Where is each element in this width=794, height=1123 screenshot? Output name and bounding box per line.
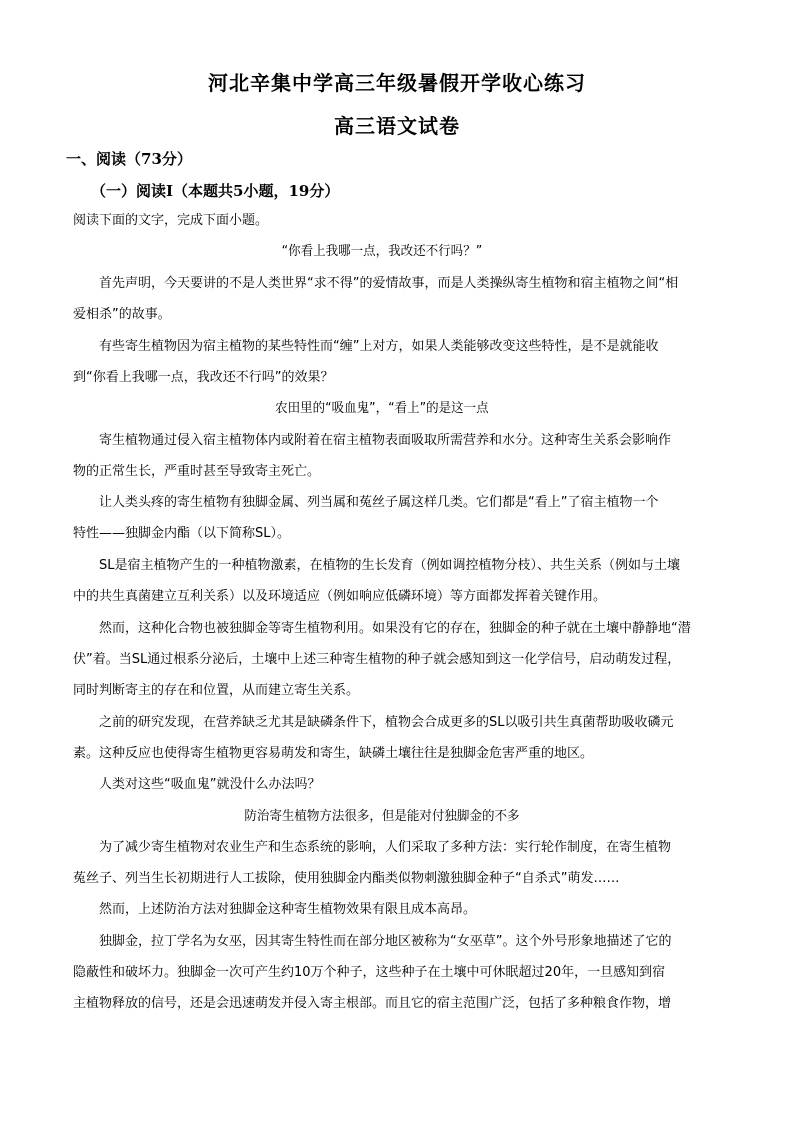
article-line: 有些寄生植物因为宿主植物的某些特性而“缠”上对方，如果人类能够改变这些特性，是不是就能收	[99, 339, 659, 354]
article-line: 让人类头疼的寄生植物有独脚金属、列当属和菟丝子属这样几类。它们都是“看上”了宿主植物一个	[99, 495, 659, 510]
article-title: “你看上我哪一点，我改还不行吗？”	[281, 244, 483, 259]
article-line: 同时判断寄主的存在和位置，从而建立寄生关系。	[73, 683, 360, 698]
article-line: 首先声明，今天要讲的不是人类世界“求不得”的爱情故事，而是人类操纵寄生植物和宿主植物之间“相	[99, 276, 679, 291]
section-subheading: （一）阅读Ⅰ（本题共5小题，19分）	[91, 182, 340, 200]
article-line: 中的共生真菌建立互利关系）以及环境适应（例如响应低磷环境）等方面都发挥着关键作用。	[73, 589, 607, 604]
article-line: 菟丝子、列当生长初期进行人工拔除，使用独脚金内酯类似物刺激独脚金种子“自杀式”萌发……	[73, 871, 620, 886]
article-line: 素。这种反应也使得寄生植物更容易萌发和寄生，缺磷土壤往往是独脚金危害严重的地区。	[73, 746, 594, 761]
article-line: 为了减少寄生植物对农业生产和生态系统的影响，人们采取了多种方法：实行轮作制度，在寄生植物	[99, 840, 672, 855]
article-line: 爱相杀”的故事。	[73, 307, 171, 322]
article-line: 主植物释放的信号，还是会迅速萌发并侵入寄主根部。而且它的宿主范围广泛，包括了多种粮食作物，增	[73, 996, 672, 1011]
article-line: 独脚金，拉丁学名为女巫，因其寄生特性而在部分地区被称为“女巫草”。这个外号形象地描述了它的	[99, 934, 672, 949]
article-line: 然而，这种化合物也被独脚金等寄生植物利用。如果没有它的存在，独脚金的种子就在土壤中静静地“潜	[99, 621, 691, 636]
exam-subtitle: 高三语文试卷	[334, 114, 460, 138]
article-subtitle: 防治寄生植物方法很多，但是能对付独脚金的不多	[244, 809, 520, 824]
exam-title: 河北辛集中学高三年级暑假开学收心练习	[208, 71, 586, 95]
article-line: 人类对这些“吸血鬼”就没什么办法吗？	[99, 777, 321, 792]
instruction-text: 阅读下面的文字，完成下面小题。	[73, 213, 269, 228]
article-line: 伏”着。当SL通过根系分泌后，土壤中上述三种寄生植物的种子就会感知到这一化学信号，启动萌发过程，	[73, 652, 681, 667]
article-line: SL是宿主植物产生的一种植物激素，在植物的生长发育（例如调控植物分枝）、共生关系（例如与土壤	[99, 558, 680, 573]
article-line: 到“你看上我哪一点，我改还不行吗”的效果？	[73, 370, 334, 385]
article-line: 寄生植物通过侵入宿主植物体内或附着在宿主植物表面吸取所需营养和水分。这种寄生关系会影响作	[99, 433, 672, 448]
article-subtitle: 农田里的“吸血鬼”，“看上”的是这一点	[275, 401, 489, 416]
article-line: 隐蔽性和破坏力。独脚金一次可产生约10万个种子，这些种子在土壤中可休眠超过20年，一旦感知到宿	[73, 965, 666, 980]
article-line: 特性——独脚金内酯（以下简称SL）。	[73, 526, 290, 541]
article-line: 之前的研究发现，在营养缺乏尤其是缺磷条件下，植物会合成更多的SL以吸引共生真菌帮助吸收磷元	[99, 715, 674, 730]
article-line: 然而，上述防治方法对独脚金这种寄生植物效果有限且成本高昂。	[99, 902, 477, 917]
article-line: 物的正常生长，严重时甚至导致寄主死亡。	[73, 464, 321, 479]
section-heading: 一、阅读（73分）	[66, 150, 192, 168]
